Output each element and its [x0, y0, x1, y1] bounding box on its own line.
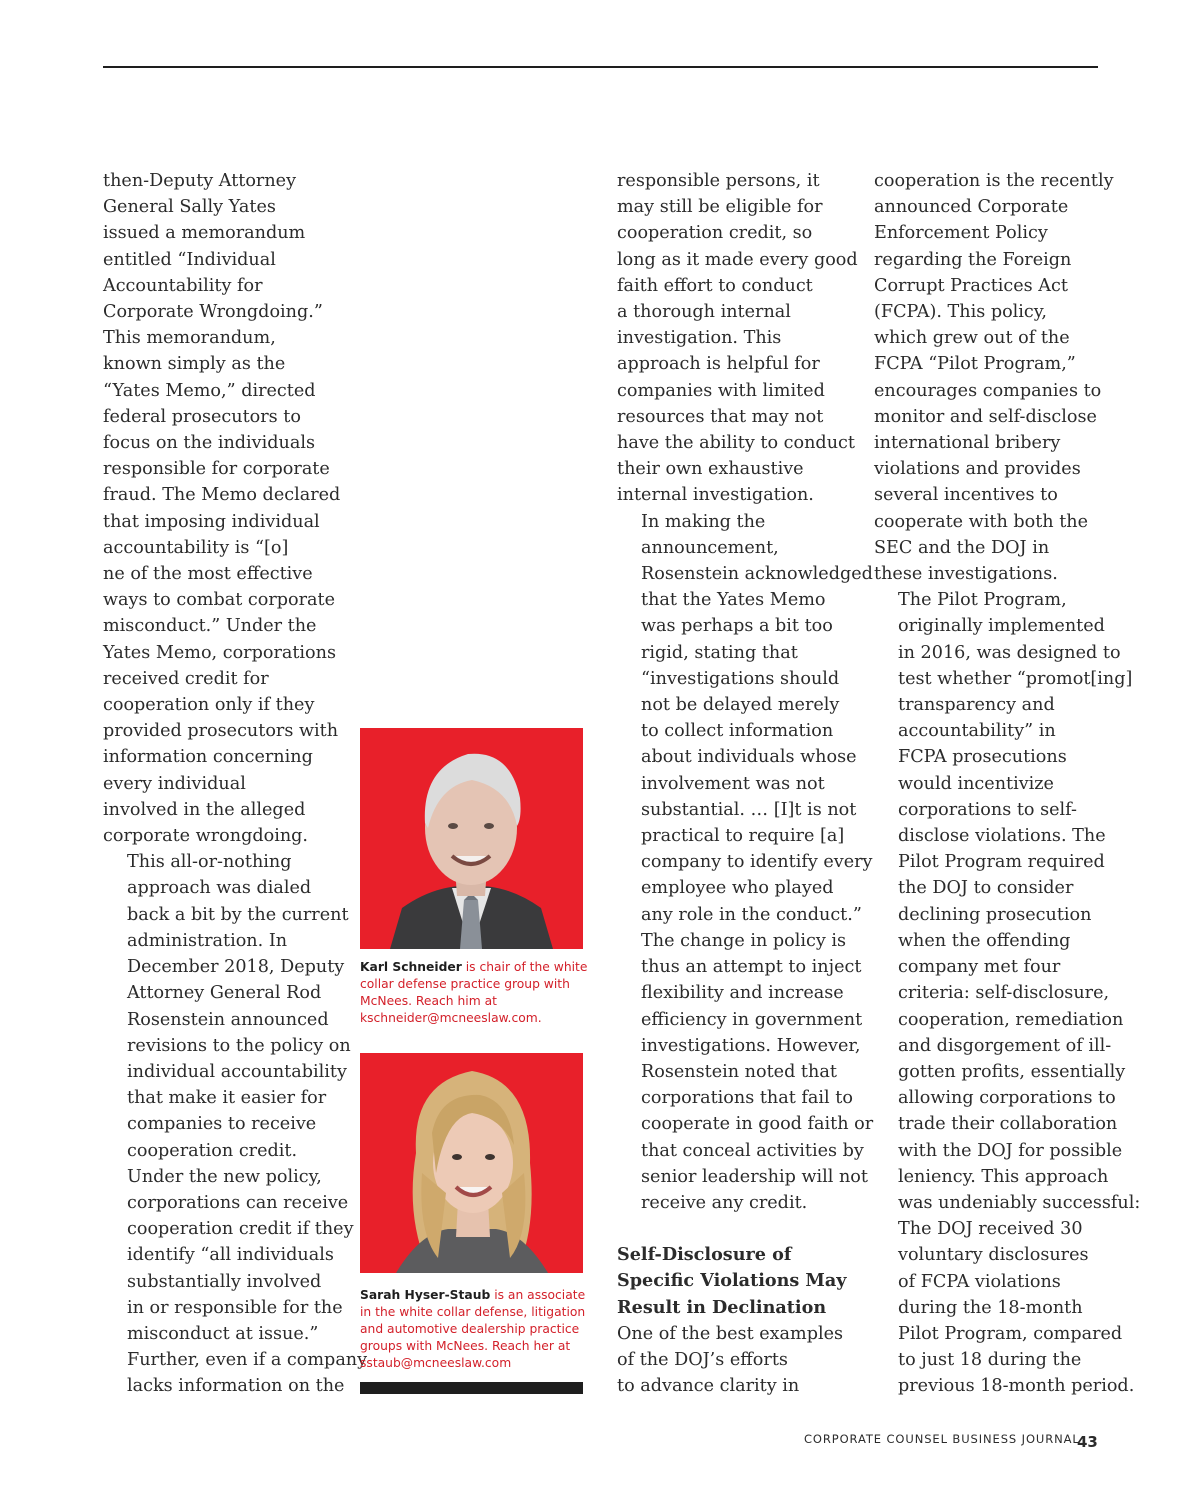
- paragraph: [874, 168, 1114, 587]
- text-line: every individual: [103, 773, 246, 794]
- text-line: flexibility and increase: [641, 983, 844, 1004]
- text-line: information concerning: [103, 747, 313, 768]
- text-line: Result in Declination: [617, 1296, 827, 1318]
- text-line: cooperation, remediation: [898, 1009, 1124, 1030]
- text-line: involved in the alleged: [103, 799, 306, 820]
- text-line: criteria: self-disclosure,: [898, 983, 1110, 1004]
- text-line: company to identify every: [641, 852, 873, 873]
- text-line: One of the best examples: [617, 1323, 844, 1344]
- text-line: resources that may not: [617, 406, 824, 427]
- text-line: back a bit by the current: [127, 904, 349, 925]
- text-line: accountability is “[o]: [103, 537, 289, 558]
- text-line: revisions to the policy on: [127, 1035, 351, 1056]
- text-line: Pilot Program required: [898, 852, 1105, 873]
- text-line: that imposing individual: [103, 511, 320, 532]
- text-line: corporate wrongdoing.: [103, 826, 309, 847]
- text-line: international bribery: [874, 433, 1061, 454]
- text-line: employee who played: [641, 878, 834, 899]
- text-line: approach was dialed: [127, 878, 312, 899]
- text-line: fraud. The Memo declared: [103, 485, 341, 506]
- text-line: individual accountability: [127, 1061, 347, 1082]
- paragraph: [617, 1321, 849, 1400]
- text-line: was undeniably successful:: [898, 1192, 1141, 1213]
- text-line: lacks information on the: [127, 1376, 345, 1397]
- text-line: would incentivize: [898, 773, 1054, 794]
- text-line: Rosenstein acknowledged: [641, 564, 873, 585]
- text-line: Corrupt Practices Act: [874, 275, 1068, 296]
- text-line: ways to combat corporate: [103, 590, 336, 611]
- text-line: when the offending: [898, 930, 1071, 951]
- author-bio-karl-schneider: [360, 959, 588, 1027]
- text-line: Rosenstein noted that: [641, 1061, 837, 1082]
- text-line: cooperation only if they: [103, 695, 315, 716]
- text-line: issued a memorandum: [103, 223, 306, 244]
- text-line: cooperation credit.: [127, 1140, 298, 1161]
- text-line: cooperation credit, so: [617, 223, 813, 244]
- text-line: received credit for: [103, 668, 269, 689]
- text-line: Pilot Program, compared: [898, 1323, 1123, 1344]
- text-line: companies with limited: [617, 380, 825, 401]
- article-column-1: [103, 168, 368, 1400]
- text-line: misconduct.” Under the: [103, 616, 317, 637]
- text-line: responsible persons, it: [617, 171, 820, 191]
- text-line: Under the new policy,: [127, 1166, 322, 1187]
- text-line: violations and provides: [874, 459, 1081, 480]
- text-line: senior leadership will not: [641, 1166, 868, 1187]
- text-line: administration. In: [127, 930, 288, 951]
- article-column-3: [617, 168, 874, 1399]
- text-line: identify “all individuals: [127, 1245, 334, 1266]
- text-line: FCPA “Pilot Program,”: [874, 354, 1076, 375]
- text-line: in or responsible for the: [127, 1297, 343, 1318]
- text-line: companies to receive: [127, 1114, 317, 1135]
- text-line: This all-or-nothing: [127, 852, 292, 873]
- text-line: rigid, stating that: [641, 642, 798, 663]
- text-line: investigations. However,: [641, 1035, 861, 1056]
- caption-bottom-bar: [360, 1382, 583, 1394]
- text-line: “Yates Memo,” directed: [103, 380, 316, 401]
- text-line: declining prosecution: [898, 904, 1092, 925]
- text-line: Corporate Wrongdoing.”: [103, 302, 323, 323]
- text-line: gotten profits, essentially: [898, 1061, 1126, 1082]
- text-line: federal prosecutors to: [103, 406, 301, 427]
- text-line: their own exhaustive: [617, 459, 804, 480]
- text-line: encourages companies to: [874, 380, 1102, 401]
- text-line: misconduct at issue.”: [127, 1323, 319, 1344]
- page-number: 43: [1077, 1433, 1098, 1451]
- text-line: which grew out of the: [874, 328, 1070, 349]
- author-bio-text: is chair of the white collar defense practice group with McNees. Reach him at kschneider@mcneeslaw.com.: [360, 960, 588, 1025]
- text-line: investigation. This: [617, 328, 782, 349]
- text-line: transparency and: [898, 695, 1055, 716]
- text-line: approach is helpful for: [617, 354, 820, 375]
- text-line: FCPA prosecutions: [898, 747, 1067, 768]
- text-line: cooperation credit if they: [127, 1219, 354, 1240]
- text-line: accountability” in: [898, 721, 1056, 742]
- text-line: Accountability for: [103, 275, 263, 296]
- text-line: faith effort to conduct: [617, 275, 813, 296]
- text-line: trade their collaboration: [898, 1114, 1118, 1135]
- paragraph: [617, 509, 874, 1216]
- text-line: responsible for corporate: [103, 459, 330, 480]
- paragraph: [103, 168, 341, 849]
- article-column-4: [874, 168, 1141, 1400]
- text-line: previous 18-month period.: [898, 1376, 1135, 1397]
- text-line: leniency. This approach: [898, 1166, 1109, 1187]
- text-line: was perhaps a bit too: [641, 616, 833, 637]
- text-line: involvement was not: [641, 773, 825, 794]
- text-line: that the Yates Memo: [641, 590, 826, 611]
- text-line: provided prosecutors with: [103, 721, 339, 742]
- text-line: “investigations should: [641, 668, 840, 689]
- author-photo-sarah-hyser-staub: [360, 1053, 583, 1273]
- paragraph: [874, 587, 1141, 1399]
- text-line: ne of the most effective: [103, 564, 313, 585]
- text-line: (FCPA). This policy,: [874, 302, 1047, 323]
- text-line: have the ability to conduct: [617, 433, 855, 454]
- text-line: internal investigation.: [617, 485, 814, 506]
- paragraph: [103, 849, 368, 1399]
- author-name: Karl Schneider: [360, 960, 462, 974]
- text-line: that make it easier for: [127, 1088, 327, 1109]
- text-line: allowing corporations to: [898, 1088, 1116, 1109]
- author-bio-sarah-hyser-staub: [360, 1287, 588, 1372]
- text-line: entitled “Individual: [103, 249, 276, 270]
- text-line: several incentives to: [874, 485, 1058, 506]
- author-photo-karl-schneider: [360, 728, 583, 949]
- publication-name: CORPORATE COUNSEL BUSINESS JOURNAL: [804, 1432, 1080, 1446]
- text-line: originally implemented: [898, 616, 1105, 637]
- text-line: the DOJ to consider: [898, 878, 1074, 899]
- text-line: about individuals whose: [641, 747, 857, 768]
- text-line: of the DOJ’s efforts: [617, 1349, 788, 1370]
- text-line: Yates Memo, corporations: [103, 642, 336, 663]
- text-line: not be delayed merely: [641, 695, 840, 716]
- text-line: test whether “promot[ing]: [898, 668, 1133, 689]
- text-line: announcement,: [641, 537, 779, 558]
- text-line: a thorough internal: [617, 302, 791, 323]
- text-line: these investigations.: [874, 564, 1058, 585]
- text-line: known simply as the: [103, 354, 286, 375]
- text-line: Specific Violations May: [617, 1270, 847, 1292]
- text-line: monitor and self-disclose: [874, 406, 1097, 427]
- text-line: corporations that fail to: [641, 1088, 853, 1109]
- text-line: Further, even if a company: [127, 1350, 368, 1371]
- text-line: The change in policy is: [641, 930, 847, 951]
- text-line: This memorandum,: [103, 328, 276, 349]
- text-line: any role in the conduct.”: [641, 904, 862, 925]
- author-name: Sarah Hyser-Staub: [360, 1288, 491, 1302]
- text-line: and disgorgement of ill-: [898, 1035, 1112, 1056]
- text-line: thus an attempt to inject: [641, 957, 862, 978]
- text-line: with the DOJ for possible: [898, 1140, 1123, 1161]
- text-line: efficiency in government: [641, 1009, 863, 1030]
- text-line: Attorney General Rod: [127, 983, 322, 1004]
- author-bio-text: is an associate in the white collar defense, litigation and automotive dealership practice groups with McNees. Reach her at sstaub@mcneeslaw.com: [360, 1288, 586, 1370]
- text-line: Enforcement Policy: [874, 223, 1048, 244]
- section-subhead: [617, 1242, 849, 1321]
- text-line: may still be eligible for: [617, 197, 823, 218]
- text-line: regarding the Foreign: [874, 249, 1072, 270]
- text-line: during the 18-month: [898, 1297, 1083, 1318]
- text-line: to advance clarity in: [617, 1376, 800, 1397]
- text-line: announced Corporate: [874, 197, 1069, 218]
- text-line: cooperate with both the: [874, 511, 1089, 532]
- text-line: December 2018, Deputy: [127, 957, 345, 978]
- text-line: The Pilot Program,: [898, 590, 1067, 611]
- text-line: SEC and the DOJ in: [874, 537, 1050, 558]
- text-line: corporations to self-: [898, 799, 1078, 820]
- text-line: Self-Disclosure of: [617, 1244, 792, 1266]
- text-line: substantially involved: [127, 1271, 322, 1292]
- text-line: that conceal activities by: [641, 1140, 864, 1161]
- text-line: corporations can receive: [127, 1192, 349, 1213]
- text-line: voluntary disclosures: [898, 1245, 1089, 1266]
- text-line: In making the: [641, 511, 766, 532]
- text-line: to just 18 during the: [898, 1350, 1082, 1371]
- text-line: in 2016, was designed to: [898, 642, 1121, 663]
- text-line: cooperation is the recently: [874, 171, 1114, 191]
- text-line: to collect information: [641, 721, 834, 742]
- top-rule: [103, 66, 1098, 68]
- text-line: long as it made every good: [617, 249, 858, 270]
- text-line: receive any credit.: [641, 1192, 808, 1213]
- paragraph: [617, 168, 858, 509]
- text-line: Rosenstein announced: [127, 1009, 329, 1030]
- text-line: The DOJ received 30: [898, 1219, 1083, 1240]
- text-line: of FCPA violations: [898, 1271, 1061, 1292]
- text-line: disclose violations. The: [898, 826, 1106, 847]
- text-line: substantial. … [I]t is not: [641, 799, 857, 820]
- text-line: then-Deputy Attorney: [103, 171, 297, 191]
- text-line: company met four: [898, 957, 1061, 978]
- text-line: cooperate in good faith or: [641, 1114, 874, 1135]
- text-line: focus on the individuals: [103, 433, 315, 454]
- text-line: practical to require [a]: [641, 826, 845, 847]
- text-line: General Sally Yates: [103, 197, 276, 218]
